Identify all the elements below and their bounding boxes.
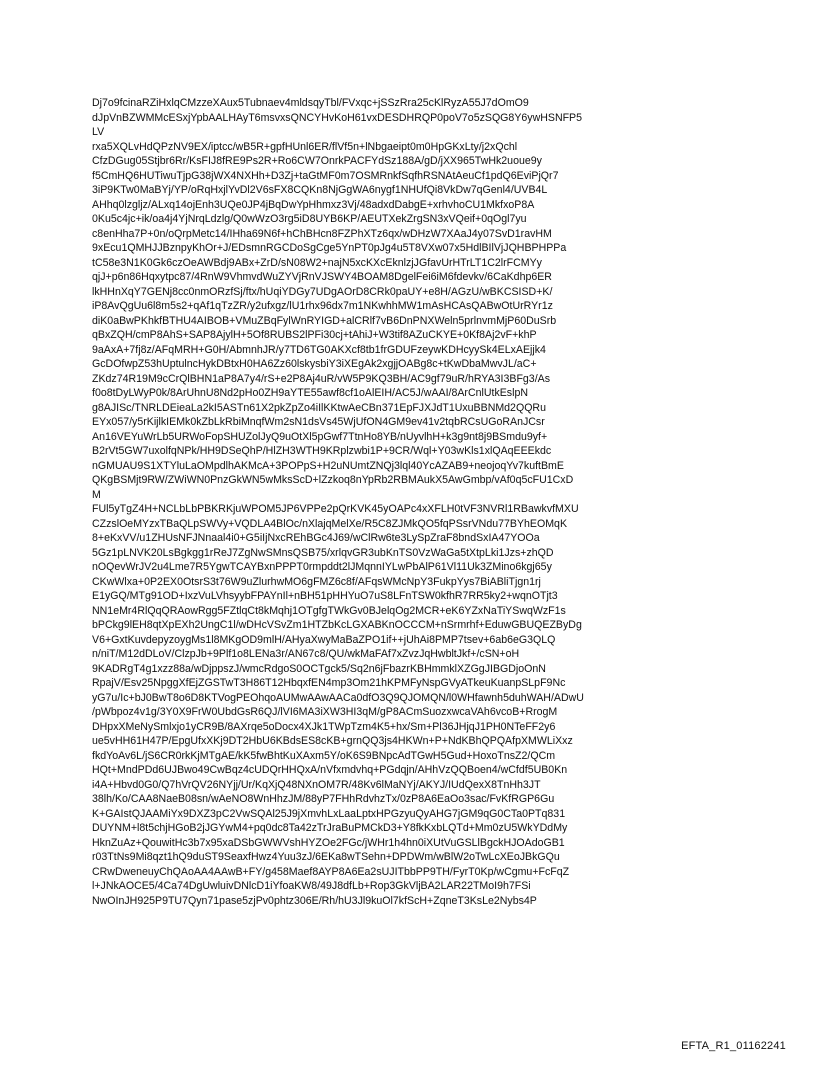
text-line: CZzslOeMYzxTBaQLpSWVy+VQDLA4BlOc/nXlajqMelXe/R5C8ZJMkQO5fqPSsrVNdu77BYhEOMqK	[92, 517, 568, 530]
text-line: 9xEcu1QMHJJBznpyKhOr+J/EDsmnRGCDoSgCge5YnPT0pJg4u5T8VXw07x5HdlBIlVjJQHBPHPPa	[92, 242, 567, 254]
text-line: Dj7o9fcinaRZiHxlqCMzzeXAux5Tubnaev4mldsqyTbl/FVxqc+jSSzRra25cKlRyzA55J7dOmO9	[92, 97, 529, 109]
encoded-text-block	[92, 96, 732, 908]
text-line: 9KADRgT4g1xzz88a/wDjppszJ/wmcRdgoS0OCTgck5/Sq2n6jFbazrKBHmmklXZGgJIBGDjoOnN	[92, 662, 546, 675]
text-line: yG7u/Ic+bJ0BwT8o6D8KTVogPEOhqoAUMwAAwAACa0dfO3Q9QJOMQN/l0WHfawnh5duhWAH/ADwU	[92, 691, 584, 704]
text-line: DHpxXMeNySmlxjo1yCR9B/8AXrqe5oDocx4XJk1TWpTzm4K5+hx/Sm+Pl36JHjqJ1PH0NTeFF2y6	[92, 720, 556, 733]
text-line: lkHHnXqY7GENj8cc0nmORzfSj/ftx/hUqiYDGy7UDgAOrD8CRk0paUY+e8H/AGzU/wBKCSISD+K/	[92, 285, 553, 298]
text-line: qjJ+p6n86Hqxytpc87/4RnW9VhmvdWuZYVjRnVJSWY4BOAM8DgelFei6iM6fdevkv/6CaKdhp6ER	[92, 271, 552, 283]
text-line: nGMUAU9S1XTYluLaOMpdlhAKMcA+3POPpS+H2uNUmtZNQj3lql40YcAZAB9+neojoqYv7kuftBmE	[92, 459, 564, 472]
text-line: diK0aBwPKhkfBTHU4AIBOB+VMuZBqFylWnRYIGD+alCRlf7vB6DnPNXWeln5prlnvmMjP60DuSrb	[92, 314, 557, 327]
text-line: 5Gz1pLNVK20LsBgkgg1rReJ7ZgNwSMnsQSB75/xrlqvGR3ubKnTS0VzWaGa5tXtpLki1Jzs+zhQD	[92, 546, 554, 559]
text-line: 8+eKxVV/u1ZHUsNFJNnaal4i0+G5iIjNxcREhBGc4J69/wClRw6te3LySpZraF8bndSxIA47YOOa	[92, 532, 540, 544]
text-line: LV	[92, 126, 105, 138]
text-line: l+JNkAOCE5/4Ca74DgUwluivDNlcD1iYfoaKW8/49J8dfLb+Rop3GkVljBA2LAR22TMoI9h7FSi	[92, 880, 531, 892]
text-line: ZKdz74R19M9cCrQlBHN1aP8A7y4/rS+e2P8Aj4uR/vW5P9KQ3BH/AC9gf79uR/hRYA3I3BFg3/As	[92, 372, 551, 385]
text-line: r03TtNs9Mi8qzt1hQ9duST9SeaxfHwz4Yuu3zJ/6EKa8wTSehn+DPDWm/wBlW2oTwLcXEoJBkGQu	[92, 851, 560, 863]
document-id-footer: EFTA_R1_01162241	[681, 1040, 786, 1052]
text-line: iP8AvQgUu6l8m5s2+qAf1qTzZR/y2ufxgz/lU1rhx96dx7m1NKwhhMW1mAsHCAsQABwOtUrRYr1z	[92, 300, 553, 312]
text-line: NwOInJH925P9TU7Qyn71pase5zjPv0phtz306E/Rh/hU3Jl9kuOl7kfScH+ZqneT3KsLe2Nybs4P	[92, 894, 537, 907]
text-line: RpajV/Esv25NpggXfEjZGSTwT3H86T12HbqxfEN4mp3Om21hKPMFyNspGVyATkeuKuanpSLpF9Nc	[92, 677, 566, 689]
text-line: V6+GxtKuvdepyzoygMs1l8MKgOD9mlH/AHyaXwyMaBaZPO1if++jUhAi8PMP7tsev+6ab6eG3QLQ	[92, 633, 556, 646]
text-line: nOQevWrJV2u4Lme7R5YgwTCAYBxnPPPT0rmpddt2lJMqnnIYLwPbAlP61Vl11Uk3ZMino6kgj65y	[92, 561, 552, 573]
text-line: E1yGQ/MTg91OD+IxzVuLVhsyybFPAYnIl+nBH51pHHYuO7uS8LFnTSW0kfhR7RR5ky2+wqnOTjt3	[92, 590, 558, 602]
text-line: 3iP9KTw0MaBYj/YP/oRqHxjlYvDl2V6sFX8CQKn8NjGgWA6nygf1NHUfQi8VkDw7qGenl4/UVB4L	[92, 184, 548, 196]
text-line: /pWbpoz4v1g/3Y0X9FrW0UbdGsR6QJ/lVI6MA3iXW3HI3qM/gP8ACmSuozxwcaVAh6vcoB+RrogM	[92, 706, 558, 718]
text-line: QKgBSMjt9RW/ZWiWN0PnzGkWN5wMksScD+lZzkoq8nYpRb2RBMAukX5AwGmbp/vAf0q5cFU1CxD	[92, 474, 574, 486]
text-line: n/niT/M12dDLoV/ClzpJb+9Plf1o8LENa3r/AN67c8/QU/wkMaFAf7xZvzJqHwbltJkf+/cSN+oH	[92, 648, 520, 660]
text-line: fkdYoAv6L/jS6CR0rkKjMTgAE/kK5fwBhtKuXAxm5Y/oK6S9BNpcAdTGwH5Gud+HoxoTnsZ2/QCm	[92, 749, 556, 762]
text-line: An16VEYuWrLb5URWoFopSHUZolJyQ9uOtXl5pGwf7TtnHo8YB/nUyvlhH+k3g9nt8j9BSmdu9yf+	[92, 430, 548, 443]
text-line: f0o8tDyLWyP0k/8ArUhnU8Nd2pHo0ZH9aYTE55awf8cf1oAlEIH/AC5J/wAAI/8ArCnlUtkEslpN	[92, 387, 528, 399]
text-line: DUYNM+l8t5chjHGoB2jJGYwM4+pq0dc8Ta42zTrJraBuPMCkD3+Y8fkKxbLQTd+Mm0zU5WkYDdMy	[92, 822, 568, 834]
text-line: HQt+MndPDd6UJBwo49CwBqz4cUDQrHHQxA/nVfxmdvhq+PGdqjn/AHhVzQQBoen4/wCfdf5UB0Kn	[92, 764, 568, 776]
text-line: ue5vHH61H47P/EpgUfxXKj9DT2HbU6KBdsES8cKB+grnQQ3js4HKWn+P+NdKBhQPQAfpXMWLiXxz	[92, 735, 573, 747]
text-line: tC58e3N1K0Gk6czOeAWBdj9ABx+ZrD/sN08W2+najN5xcKXcEknlzjJGfavUrHTrLT1C2lrFCMYy	[92, 256, 542, 269]
text-line: CfzDGug05Stjbr6Rr/KsFIJ8fRE9Ps2R+Ro6CW7OnrkPACFYdSz188A/gD/jXX965TwHk2uoue9y	[92, 155, 542, 167]
text-line: 9aAxA+7fj8z/AFqMRH+G0H/AbmnhJR/y7TD6TG0AKXcf8tb1frGDUFzeywKDHcyySk4ELxAEjjk4	[92, 343, 546, 356]
text-line: f5CmHQ6HUTiwuTjpG38jWX4NXHh+D3Zj+taGtMF0m7OSMRnkfSqfhRSNAtAeuCf1pdQ6EviPjQr7	[92, 169, 559, 182]
text-line: FUl5yTgZ4H+NCLbLbPBKRKjuWPOM5JP6VPPe2pQrKVK45yOAPc4xXFLH0tVF3NVRl1RBawkvfMXU	[92, 503, 579, 515]
text-line: B2rVt5GW7uxolfqNPk/HH9DSeQhP/HlZH3WTH9KRplzwbi1P+9CR/Wql+Y03wKls1xlQAqEEEkdc	[92, 445, 552, 457]
text-line: M	[92, 488, 101, 501]
text-line: c8enHha7P+0n/oQrpMetc14/IHha69N6f+hChBHcn8FZPhXTz6qx/wDHzW7XAaJ4y07SvD1ravHM	[92, 227, 552, 240]
text-line: 0Ku5c4jc+ik/oa4j4YjNrqLdzlg/Q0wWzO3rg5iD8UYB6KP/AEUTXekZrgSN3xVQeif+0qOgl7yu	[92, 213, 527, 225]
text-line: AHhq0lzgljz/ALxq14ojEnh3UQe0JP4jBqDwYpHhmxz3Vj/48adxdDabgE+xrhvhoCU1MkfxoP8A	[92, 198, 535, 211]
text-line: EYx057/y5rKijlkIEMk0kZbLkRbiMnqfWm2sN1dsVs45WjUfON4GM9ev41v2tqbRCsUGoRAnJCsr	[92, 416, 545, 428]
text-line: 38lh/Ko/CAA8NaeB08sn/wAeNO8WnHhzJM/88yP7FHhRdvhzTx/0zP8A6EaOo3sac/FvKfRGP6Gu	[92, 793, 555, 805]
text-line: i4A+Hbvd0G0/Q7hVrQV26NYjj/Ur/KqXjQ48NXnOM7R/48Kv6lMaNYj/AKYJ/IUdQexX8TnHh3JT	[92, 778, 541, 791]
text-line: rxa5XQLvHdQPzNV9EX/iptcc/wB5R+gpfHUnl6ER/flVf5n+lNbgaeipt0m0HpGKxLty/j2xQchl	[92, 140, 518, 153]
text-line: GcDOfwpZ53hUptulncHykDBtxH0HA6Zz60lskysbiY3iXEgAk2xgjjOABg8c+tKwDbaMwvJL/aC+	[92, 358, 537, 370]
text-line: qBxZQH/cmP8AhS+SAP8AjylH+5Of8RUBS2lPFi30cj+tAhiJ+W3tif8AZuCKYE+0Kf8Aj2vF+khP	[92, 329, 537, 341]
text-line: bPCkg9lEH8qtXpEXh2UngC1l/wDHcVSvZm1HTZbKcLGXABKnOCCCM+nSrmrhf+EduwGBUQEZByDg	[92, 619, 582, 631]
text-line: CRwDweneuyChQAoAA4AAwB+FY/g458Maef8AYP8A6Ea2sUJITbbPP9TH/FyrT0Kp/wCgmu+FcFqZ	[92, 865, 570, 878]
text-line: NN1eMr4RlQqQRAowRgg5FZtlqCt8kMqhj1OTgfgTWkGv0BJelqOg2MCR+eK6YZxNaTiYSwqWzF1s	[92, 604, 566, 617]
text-line: K+GAIstQJAAMiYx9DXZ3pC2VwSQAl25J9jXmvhLxLaaLptxHPGzyuQyAHG7jGM9qG0CTa0PTq831	[92, 807, 566, 820]
text-line: HknZuAz+QouwitHc3b7x95xaDSbGWWVshHYZOe2FGc/jWHr1h4hn0iXUtVuGSLlBgckHJOAdoGB1	[92, 836, 565, 849]
text-line: CKwWlxa+0P2EX0OtsrS3t76W9uZlurhwMO6gFMZ6c8f/AFqsWMcNpY3FukpYys7BiABliTjgn1rj	[92, 575, 541, 588]
text-line: dJpVnBZWMMcESxjYpbAALHAyT6msvxsQNCYHvKoH61vxDESDHRQP0poV7o5zSQG8Y6ywHSNFP5	[92, 111, 583, 124]
text-line: g8AJISc/TNRLDEieaLa2kI5ASTn61X2pkZpZo4iIlKKtwAeCBn371EpFJXJdT1UxuBBNMd2QQRu	[92, 401, 546, 414]
